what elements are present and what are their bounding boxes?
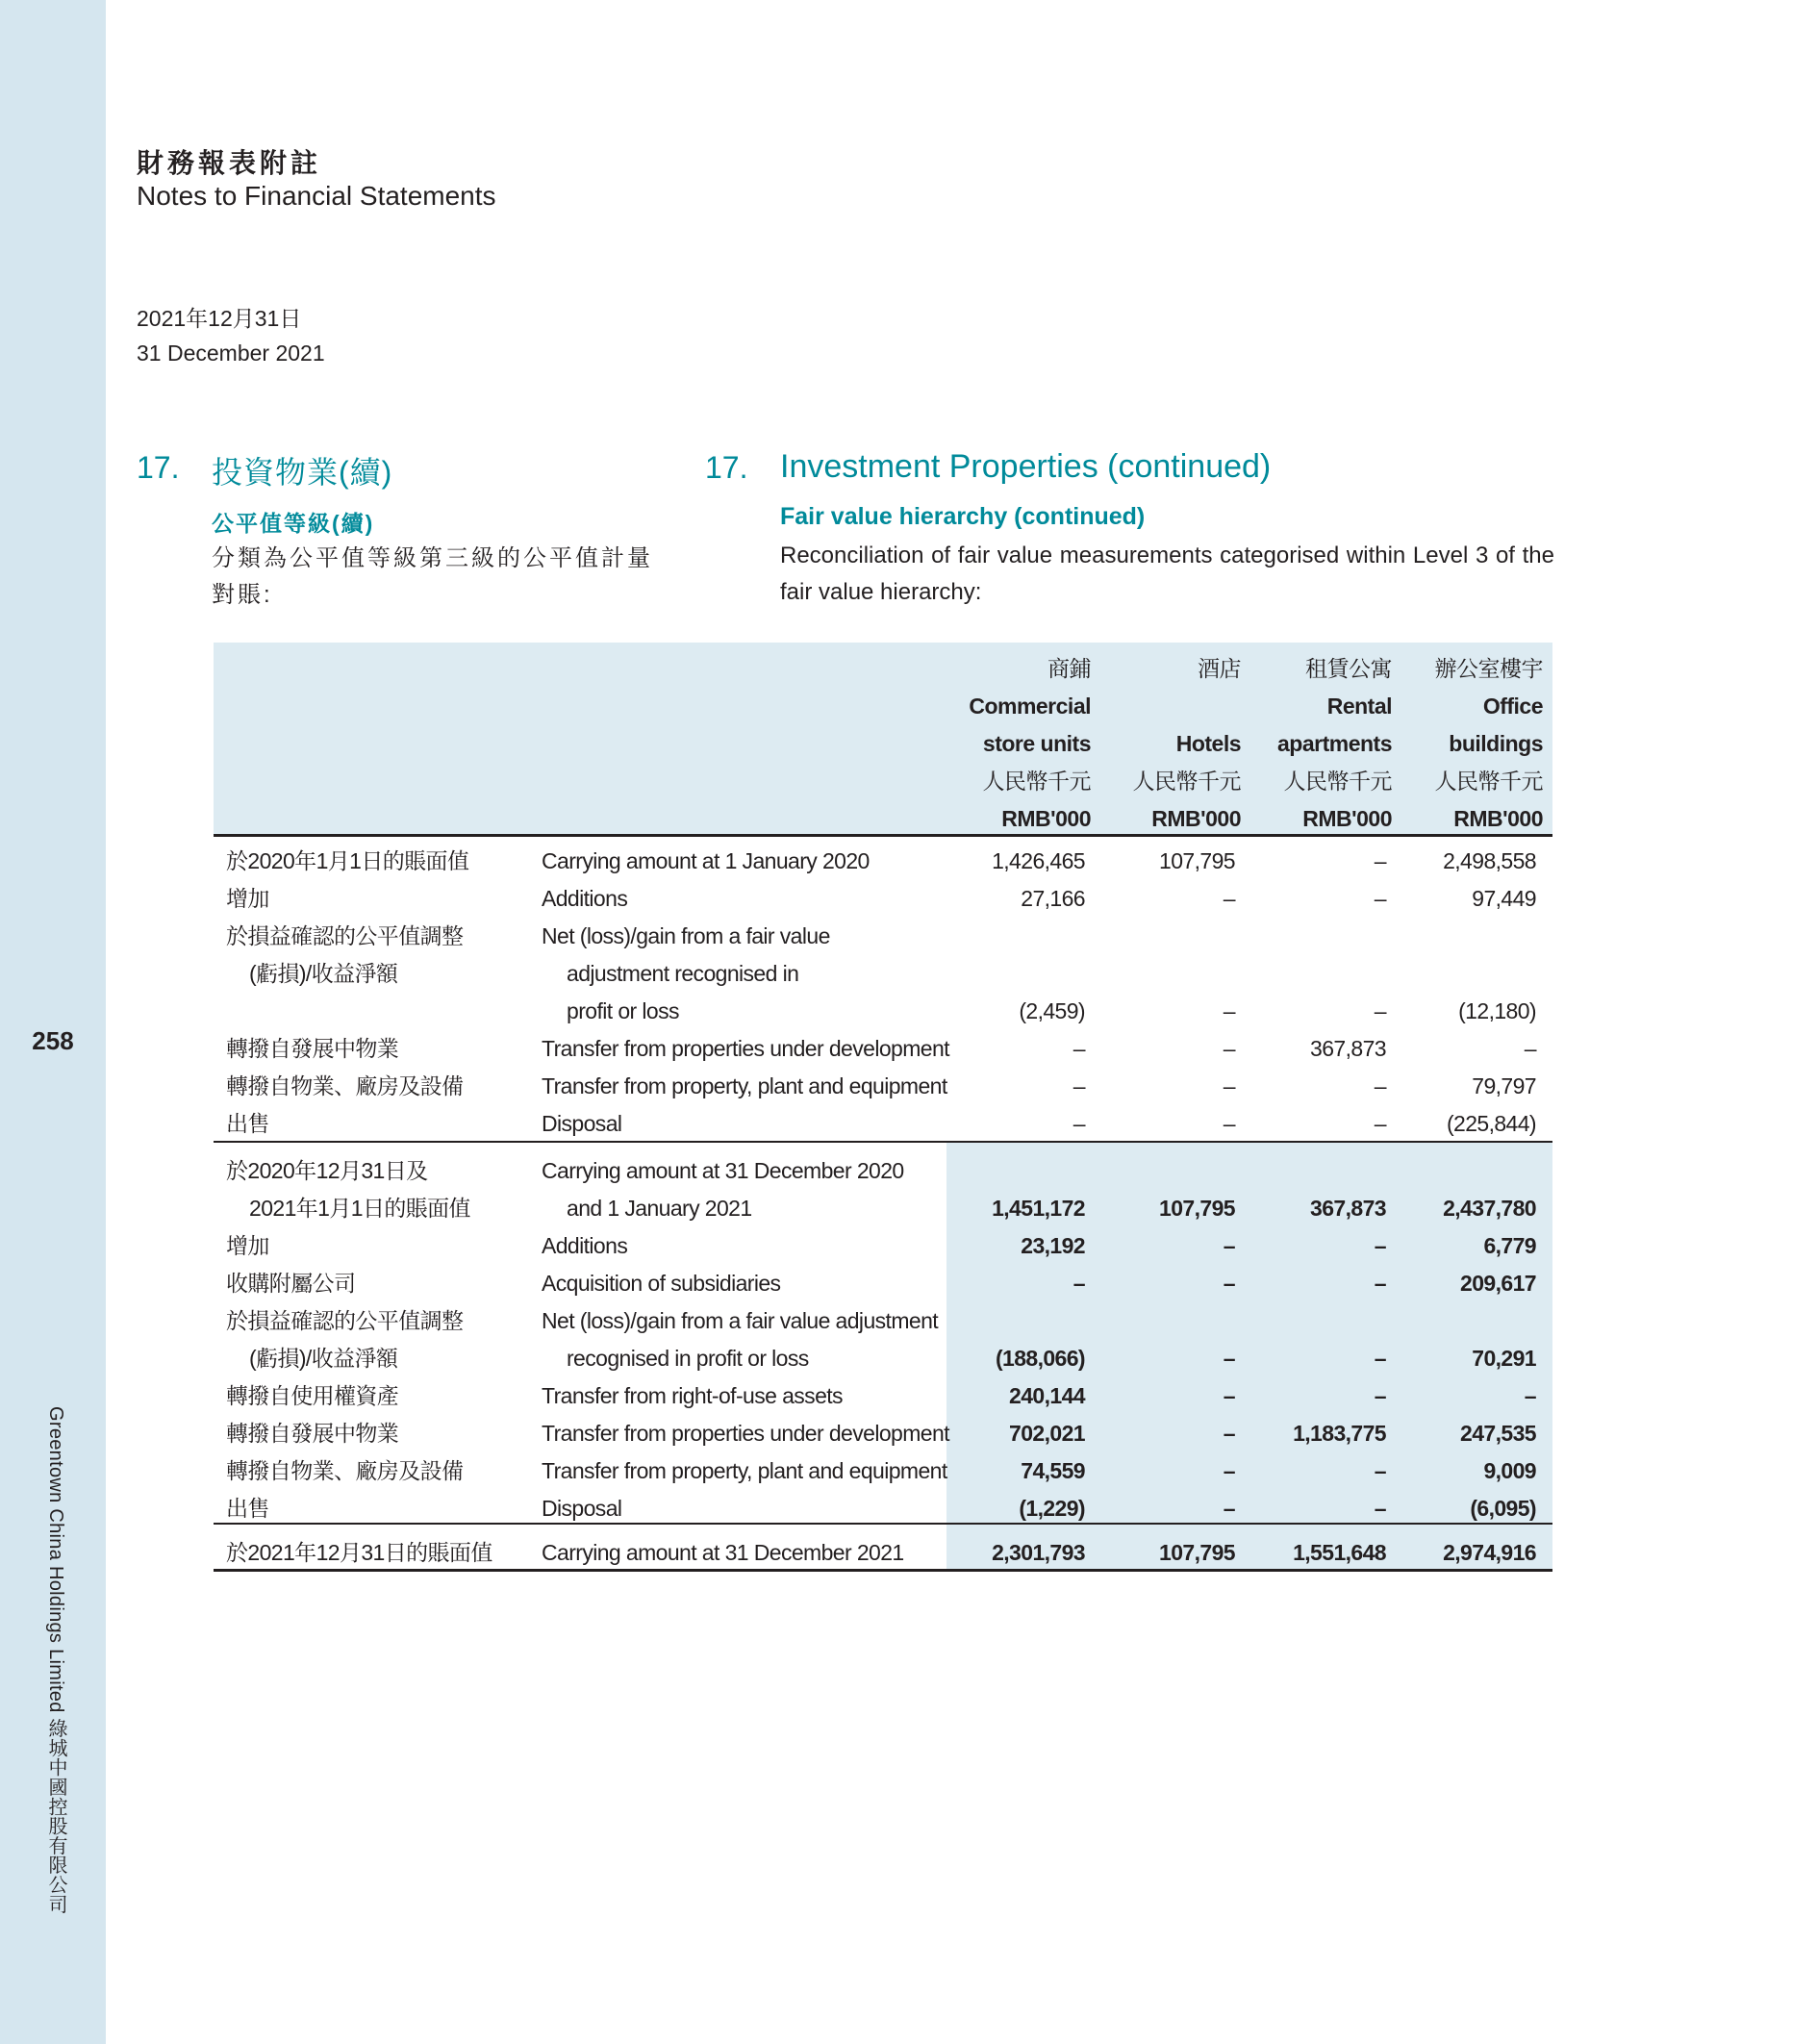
row-label-en: and 1 January 2021 bbox=[567, 1196, 752, 1221]
table-cell-value: 79,797 bbox=[1472, 1073, 1536, 1098]
table-cell-value: 1,426,465 bbox=[992, 848, 1085, 873]
row-label-zh: 於損益確認的公平值調整 bbox=[226, 923, 464, 948]
row-label-en: Carrying amount at 31 December 2021 bbox=[542, 1540, 904, 1565]
row-label-en: Carrying amount at 1 January 2020 bbox=[542, 848, 870, 873]
table-cell-value: 107,795 bbox=[1159, 848, 1235, 873]
header-title-en: Notes to Financial Statements bbox=[137, 181, 496, 211]
table-cell-value: – bbox=[1073, 1073, 1085, 1098]
table-cell-value: (225,844) bbox=[1446, 1111, 1536, 1136]
table-cell-value: (188,066) bbox=[995, 1346, 1085, 1371]
column-header-rental-apartments: 租賃公寓 Rental apartments 人民幣千元 RMB'000 bbox=[1277, 656, 1392, 831]
table-cell-value: (2,459) bbox=[1019, 998, 1085, 1023]
row-label-zh: 出售 bbox=[226, 1111, 269, 1136]
table-cell-value: 27,166 bbox=[1021, 886, 1085, 911]
row-label-zh: (虧損)/收益淨額 bbox=[249, 1346, 398, 1371]
row-label-en: Disposal bbox=[542, 1496, 622, 1521]
section-title-zh: 投資物業(續) bbox=[212, 455, 393, 490]
table-cell-value: – bbox=[1374, 998, 1386, 1023]
row-label-zh: (虧損)/收益淨額 bbox=[249, 961, 398, 986]
table-cell-value: – bbox=[1374, 1346, 1386, 1371]
row-label-en: Transfer from property, plant and equipment bbox=[542, 1458, 947, 1483]
row-label-en: Disposal bbox=[542, 1111, 622, 1136]
table-cell-value: – bbox=[1223, 1346, 1235, 1371]
row-label-zh: 2021年1月1日的賬面值 bbox=[249, 1196, 470, 1221]
subtitle-en: Fair value hierarchy (continued) bbox=[780, 503, 1146, 530]
row-label-zh: 出售 bbox=[226, 1496, 269, 1521]
table-cell-value: – bbox=[1374, 1383, 1386, 1408]
date-zh: 2021年12月31日 bbox=[137, 306, 302, 331]
subtitle-zh: 公平值等級(續) bbox=[212, 511, 375, 536]
table-cell-value: 367,873 bbox=[1310, 1036, 1386, 1061]
table-cell-value: 702,021 bbox=[1009, 1421, 1085, 1446]
table-cell-value: 6,779 bbox=[1483, 1233, 1536, 1258]
table-cell-value: – bbox=[1374, 1111, 1386, 1136]
table-cell-value: 74,559 bbox=[1021, 1458, 1085, 1483]
table-cell-value: 1,451,172 bbox=[992, 1196, 1085, 1221]
section-number-zh: 17. bbox=[137, 450, 180, 485]
table-cell-value: – bbox=[1223, 1111, 1235, 1136]
company-name: Greentown China Holdings Limited 綠城中國控股有限公司 bbox=[45, 1406, 66, 1914]
header-title-zh: 財務報表附註 bbox=[137, 147, 322, 179]
table-cell-value: – bbox=[1223, 1421, 1235, 1446]
table-cell-value: 247,535 bbox=[1460, 1421, 1536, 1446]
table-cell-value: 2,437,780 bbox=[1443, 1196, 1536, 1221]
row-label-zh: 轉撥自發展中物業 bbox=[226, 1036, 399, 1061]
table-cell-value: 367,873 bbox=[1310, 1196, 1386, 1221]
column-header-office-buildings: 辦公室樓宇 Office buildings 人民幣千元 RMB'000 bbox=[1434, 656, 1543, 831]
table-cell-value: – bbox=[1524, 1036, 1536, 1061]
table-cell-value: – bbox=[1374, 1073, 1386, 1098]
page-number: 258 bbox=[32, 1026, 74, 1055]
table-cell-value: – bbox=[1223, 998, 1235, 1023]
table-cell-value: 240,144 bbox=[1009, 1383, 1085, 1408]
table-cell-value: – bbox=[1223, 1458, 1235, 1483]
row-label-en: recognised in profit or loss bbox=[567, 1346, 809, 1371]
row-label-zh: 於2020年12月31日及 bbox=[226, 1158, 428, 1183]
row-label-zh: 於損益確認的公平值調整 bbox=[226, 1308, 464, 1333]
row-label-zh: 收購附屬公司 bbox=[226, 1271, 356, 1296]
table-cell-value: 23,192 bbox=[1021, 1233, 1085, 1258]
row-label-en: Additions bbox=[542, 886, 628, 911]
table-cell-value: 70,291 bbox=[1472, 1346, 1536, 1371]
table-cell-value: – bbox=[1223, 886, 1235, 911]
table-cell-value: 1,183,775 bbox=[1293, 1421, 1386, 1446]
table-cell-value: – bbox=[1073, 1111, 1085, 1136]
row-label-zh: 轉撥自使用權資產 bbox=[226, 1383, 399, 1408]
row-label-en: Acquisition of subsidiaries bbox=[542, 1271, 781, 1296]
table-cell-value: (12,180) bbox=[1458, 998, 1536, 1023]
row-label-en: adjustment recognised in bbox=[567, 961, 799, 986]
table-cell-value: – bbox=[1374, 1458, 1386, 1483]
table-cell-value: – bbox=[1223, 1271, 1235, 1296]
table-cell-value: (1,229) bbox=[1019, 1496, 1085, 1521]
table-cell-value: 107,795 bbox=[1159, 1196, 1235, 1221]
table-cell-value: 107,795 bbox=[1159, 1540, 1235, 1565]
row-label-zh: 增加 bbox=[226, 886, 269, 911]
table-cell-value: – bbox=[1524, 1383, 1536, 1408]
sidebar bbox=[0, 0, 106, 2044]
table-cell-value: (6,095) bbox=[1470, 1496, 1536, 1521]
section-title-en: Investment Properties (continued) bbox=[780, 448, 1272, 485]
row-label-zh: 於2021年12月31日的賬面值 bbox=[226, 1540, 492, 1565]
table-cell-value: – bbox=[1223, 1036, 1235, 1061]
row-label-zh: 轉撥自發展中物業 bbox=[226, 1421, 399, 1446]
row-label-zh: 轉撥自物業、廠房及設備 bbox=[226, 1073, 464, 1098]
table-cell-value: – bbox=[1073, 1271, 1085, 1296]
row-label-en: Transfer from properties under development bbox=[542, 1036, 949, 1061]
row-label-en: Carrying amount at 31 December 2020 bbox=[542, 1158, 904, 1183]
table-cell-value: 9,009 bbox=[1483, 1458, 1536, 1483]
header-rule bbox=[214, 834, 1552, 837]
row-label-en: profit or loss bbox=[567, 998, 679, 1023]
table-cell-value: – bbox=[1374, 1233, 1386, 1258]
section-number-en: 17. bbox=[705, 450, 748, 485]
row-label-zh: 於2020年1月1日的賬面值 bbox=[226, 848, 469, 873]
description-en: Reconciliation of fair value measurements categorised within Level 3 of the fair value hierarchy: bbox=[780, 543, 1554, 605]
row-label-en: Net (loss)/gain from a fair value adjustment bbox=[542, 1308, 939, 1333]
row-label-en: Additions bbox=[542, 1233, 628, 1258]
table-cell-value: 97,449 bbox=[1472, 886, 1536, 911]
table-cell-value: – bbox=[1223, 1496, 1235, 1521]
table-cell-value: – bbox=[1223, 1233, 1235, 1258]
description-zh: 分類為公平值等級第三級的公平值計量對賬: bbox=[212, 545, 653, 608]
row-label-en: Transfer from properties under development bbox=[542, 1421, 949, 1446]
row-label-zh: 增加 bbox=[226, 1233, 269, 1258]
row-label-en: Transfer from right-of-use assets bbox=[542, 1383, 843, 1408]
table-cell-value: 2,498,558 bbox=[1443, 848, 1536, 873]
table-cell-value: 209,617 bbox=[1460, 1271, 1536, 1296]
column-header-commercial: 商鋪 Commercial store units 人民幣千元 RMB'000 bbox=[969, 656, 1091, 831]
table-cell-value: – bbox=[1223, 1073, 1235, 1098]
table-cell-value: – bbox=[1223, 1383, 1235, 1408]
table-cell-value: – bbox=[1073, 1036, 1085, 1061]
date-en: 31 December 2021 bbox=[137, 341, 325, 366]
row-label-en: Net (loss)/gain from a fair value bbox=[542, 923, 830, 948]
table-cell-value: – bbox=[1374, 848, 1386, 873]
column-header-hotels: 酒店 Hotels 人民幣千元 RMB'000 bbox=[1132, 656, 1241, 831]
reconciliation-table bbox=[214, 643, 1552, 1572]
table-cell-value: – bbox=[1374, 1271, 1386, 1296]
row-label-en: Transfer from property, plant and equipment bbox=[542, 1073, 947, 1098]
table-cell-value: 2,301,793 bbox=[992, 1540, 1085, 1565]
table-cell-value: 1,551,648 bbox=[1293, 1540, 1386, 1565]
row-label-zh: 轉撥自物業、廠房及設備 bbox=[226, 1458, 464, 1483]
table-cell-value: – bbox=[1374, 886, 1386, 911]
table-cell-value: – bbox=[1374, 1496, 1386, 1521]
table-cell-value: 2,974,916 bbox=[1443, 1540, 1536, 1565]
